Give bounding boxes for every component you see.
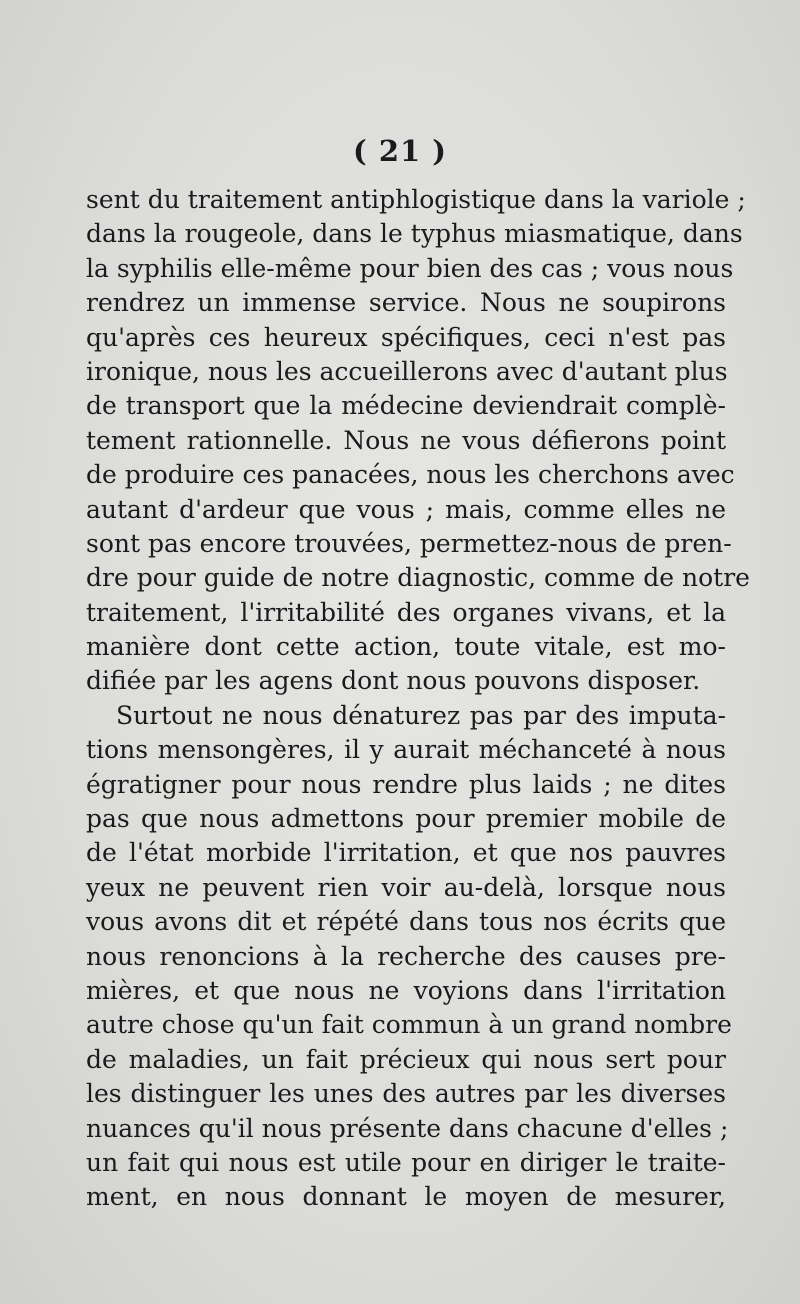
text-line: un fait qui nous est utile pour en diriger le traite- (86, 1147, 726, 1177)
text-line: nous renoncions à la recherche des causes pre- (86, 941, 726, 971)
page-number: ( 21 ) (353, 134, 447, 168)
text-line: les distinguer les unes des autres par les diverses (86, 1079, 726, 1109)
body-text (86, 183, 750, 1215)
text-line: autre chose qu'un fait commun à un grand nombre (86, 1010, 732, 1040)
text-line: sent du traitement antiphlogistique dans la variole ; (86, 185, 746, 214)
text-line: pas que nous admettons pour premier mobile de (86, 804, 726, 834)
text-line: rendrez un immense service. Nous ne soupirons (86, 288, 726, 318)
text-line: de maladies, un fait précieux qui nous sert pour (86, 1044, 726, 1074)
text-line: de l'état morbide l'irritation, et que nos pauvres (86, 838, 726, 868)
text-line: dans la rougeole, dans le typhus miasmatique, dans (86, 219, 743, 249)
text-line: autant d'ardeur que vous ; mais, comme elles ne (86, 494, 726, 524)
text-line: dre pour guide de notre diagnostic, comme de notre (86, 563, 750, 593)
text-line: ironique, nous les accueillerons avec d'autant plus (86, 356, 728, 386)
text-line: qu'après ces heureux spécifiques, ceci n'est pas (86, 322, 726, 352)
text-line: de produire ces panacées, nous les cherchons avec (86, 460, 735, 490)
text-line: sont pas encore trouvées, permettez-nous de pren- (86, 528, 732, 558)
paragraph-end-line: difiée par les agens dont nous pouvons disposer. (86, 666, 701, 696)
text-line: tement rationnelle. Nous ne vous défierons point (86, 425, 726, 455)
text-line: mières, et que nous ne voyions dans l'irritation (86, 975, 726, 1005)
paragraph-start-line: Surtout ne nous dénaturez pas par des imputa- (116, 700, 726, 730)
text-line: manière dont cette action, toute vitale, est mo- (86, 632, 726, 662)
text-line: égratigner pour nous rendre plus laids ; ne dites (86, 769, 726, 799)
text-line: la syphilis elle-même pour bien des cas ; vous nous (86, 253, 734, 283)
text-line: yeux ne peuvent rien voir au-delà, lorsque nous (86, 872, 726, 902)
text-line: vous avons dit et répété dans tous nos écrits que (86, 907, 726, 937)
text-line: de transport que la médecine deviendrait complè- (86, 391, 726, 421)
text-line: tions mensongères, il y aurait méchanceté à nous (86, 735, 726, 765)
text-line: traitement, l'irritabilité des organes vivans, et la (86, 597, 726, 627)
text-line: nuances qu'il nous présente dans chacune d'elles ; (86, 1113, 729, 1143)
text-line: ment, en nous donnant le moyen de mesurer, (86, 1182, 726, 1212)
